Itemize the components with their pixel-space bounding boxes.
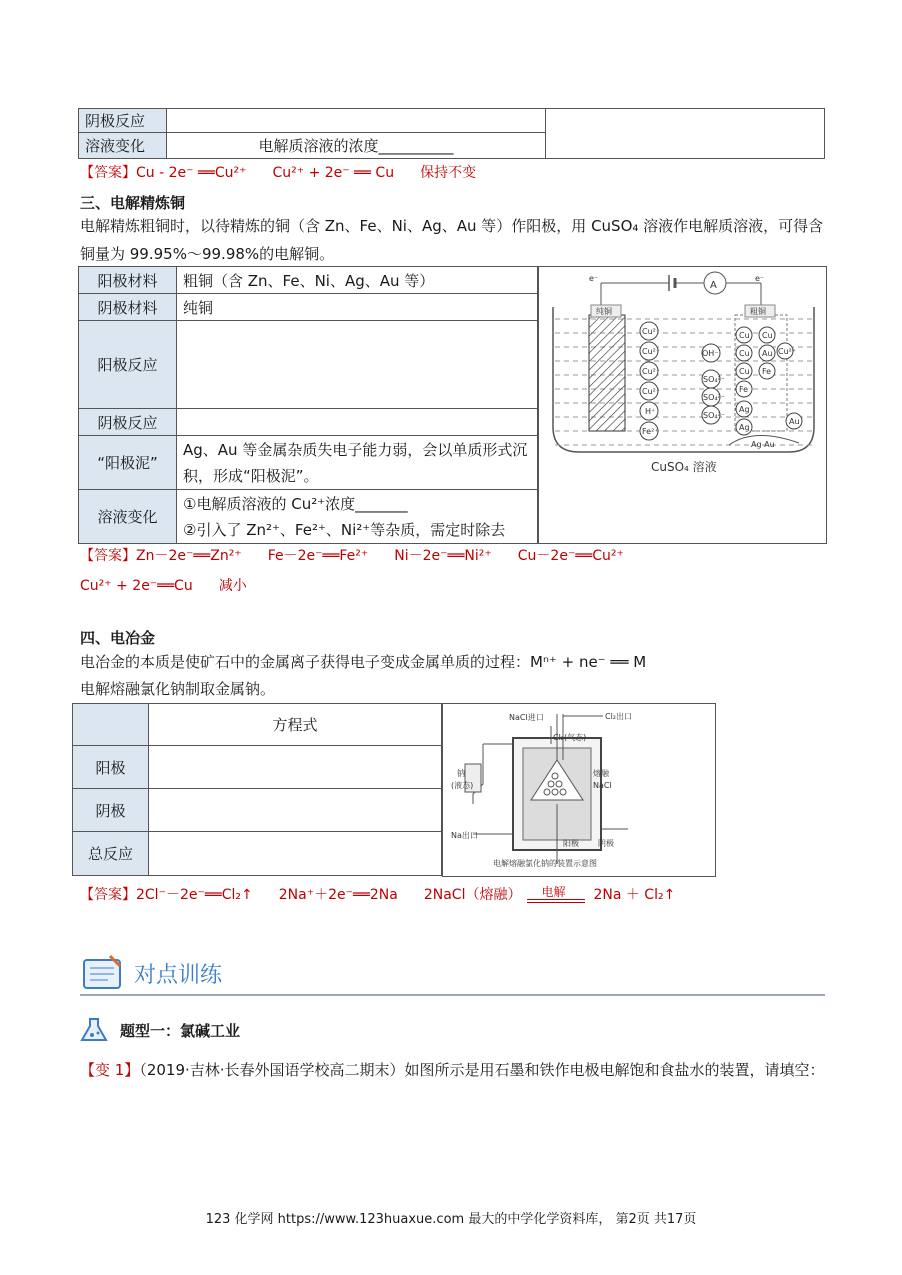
anode-row-label: 阳极 (73, 746, 149, 789)
training-title: 对点训练 (134, 963, 223, 988)
cl2-gas-label: Cl₂(气态) (553, 733, 587, 742)
section-4-line-1: 电冶金的本质是使矿石中的金属离子获得电子变成金属单质的过程：Mⁿ⁺ + ne⁻ ══ M (80, 653, 647, 671)
sediment-label: Ag Au (751, 440, 775, 449)
electron-label-right: e⁻ (755, 274, 765, 283)
answer-3: 【答案】2Cl⁻－2e⁻══Cl₂↑ 2Na⁺＋2e⁻══2Na 2NaCl（熔融） 电解 2Na ＋ Cl₂↑ (80, 885, 676, 903)
molten-label: 熔融 (593, 769, 609, 778)
svg-text:SO₄²⁻: SO₄²⁻ (703, 411, 726, 420)
svg-text:Cu²⁺: Cu²⁺ (642, 387, 661, 396)
svg-text:Cu²⁺: Cu²⁺ (642, 347, 661, 356)
anode-material-label: 阳极材料 (79, 267, 177, 294)
svg-text:SO₄²⁻: SO₄²⁻ (703, 393, 726, 402)
cathode-material-cell: 纯铜 (177, 294, 538, 321)
electrolysis-label: 电解 (541, 885, 566, 899)
svg-text:OH⁻: OH⁻ (702, 349, 719, 358)
cathode-row-cell (149, 789, 442, 832)
solution-change-cell: 电解质溶液的浓度__________ (167, 133, 546, 159)
anode-mud-cell: Ag、Au 等金属杂质失电子能力弱，会以单质形式沉积，形成“阳极泥”。 (177, 436, 538, 490)
svg-text:Ag: Ag (739, 405, 750, 414)
training-header (80, 952, 825, 996)
question-tag: 【变 1】 (80, 1061, 140, 1079)
cathode-reaction-cell (177, 409, 538, 436)
ions-left (640, 322, 660, 440)
electron-label-left: e⁻ (589, 274, 599, 283)
svg-text:Cu: Cu (739, 367, 750, 376)
electrode-left-label: 纯铜 (596, 307, 612, 316)
ammeter-label: A (710, 280, 717, 291)
svg-text:Fe: Fe (762, 367, 772, 376)
cl2-outlet-label: Cl₂出口 (605, 712, 633, 721)
liquid-label: (液态) (451, 781, 474, 790)
svg-text:Cu²⁺: Cu²⁺ (642, 367, 661, 376)
cathode-row-label: 阴极 (73, 789, 149, 832)
svg-text:Cu²⁺: Cu²⁺ (642, 327, 661, 336)
cathode-label: 阴极 (598, 839, 614, 848)
solution-change-cell-2 (177, 490, 538, 544)
svg-text:H⁺: H⁺ (645, 407, 656, 416)
svg-text:Cu²⁺: Cu²⁺ (778, 347, 797, 356)
svg-text:Cu: Cu (739, 349, 750, 358)
sodium-cell-diagram (443, 704, 715, 876)
cathode-material-label: 阴极材料 (79, 294, 177, 321)
sodium-figure (442, 703, 716, 877)
notebook-icon (80, 952, 126, 992)
anode-mud-label: “阳极泥” (79, 436, 177, 490)
svg-text:Fe: Fe (739, 385, 749, 394)
cathode-reaction-cell (167, 109, 546, 133)
total-row-label: 总反应 (73, 832, 149, 876)
svg-text:Cu: Cu (739, 331, 750, 340)
figure-cell (546, 109, 825, 159)
refining-table (78, 266, 538, 544)
anode-reaction-cell (177, 321, 538, 409)
solution-change-line-1: ①电解质溶液的 Cu²⁺浓度_______ (183, 494, 408, 513)
solution-caption: CuSO₄ 溶液 (651, 460, 717, 474)
svg-text:Ag: Ag (739, 423, 750, 432)
type-1-title: 题型一：氯碱工业 (120, 1022, 241, 1040)
nacl-label: NaCl (593, 781, 612, 790)
question-text: （2019·吉林·长春外国语学校高二期末）如图所示是用石墨和铁作电极电解饱和食盐水的装置，请填空： (139, 1061, 825, 1079)
metallurgy-table (72, 703, 442, 876)
cathode-reaction-label: 阴极反应 (79, 409, 177, 436)
answer-1: 【答案】Cu - 2e⁻ ══Cu²⁺ Cu²⁺ + 2e⁻ ══ Cu 保持不变 (80, 165, 477, 181)
footer: 123 化学网 https://www.123huaxue.com 最大的中学化学资料库， 第2页 共17页 (205, 1212, 697, 1227)
cathode-reaction-label: 阴极反应 (79, 109, 167, 133)
solution-change-line-2: ②引入了 Zn²⁺、Fe²⁺、Ni²⁺等杂质，需定时除去 (183, 520, 506, 539)
refining-figure (538, 266, 827, 544)
top-table (78, 108, 825, 159)
svg-text:Au: Au (789, 417, 800, 426)
na-outlet-label: Na出口 (451, 831, 478, 840)
solution-change-label-2: 溶液变化 (79, 490, 177, 544)
svg-text:Fe²⁺: Fe²⁺ (642, 427, 659, 436)
electrolytic-cell-diagram (539, 267, 826, 543)
answer-2-line-2: Cu²⁺ + 2e⁻══Cu 减小 (80, 578, 247, 594)
header-empty (73, 704, 149, 746)
question-1 (80, 1056, 825, 1084)
ions-middle (702, 344, 725, 424)
answer-2: 【答案】Zn－2e⁻══Zn²⁺ Fe－2e⁻══Fe²⁺ Ni－2e⁻══Ni²⁺ Cu－2e⁻══Cu²⁺ (80, 548, 624, 564)
anode-material-cell: 粗铜（含 Zn、Fe、Ni、Ag、Au 等） (177, 267, 538, 294)
electrode-right-label: 粗铜 (750, 307, 766, 316)
ions-right (736, 327, 802, 435)
svg-text:Cu: Cu (762, 331, 773, 340)
section-3-title: 三、电解精炼铜 (80, 194, 186, 212)
section-3-intro: 电解精炼粗铜时，以待精炼的铜（含 Zn、Fe、Ni、Ag、Au 等）作阳极，用 CuSO₄ 溶液作电解质溶液，可得含铜量为 99.95%～99.98%的电解铜。 (80, 217, 824, 263)
sodium-label: 钠 (457, 769, 465, 778)
anode-label: 阳极 (563, 839, 579, 848)
anode-row-cell (149, 746, 442, 789)
section-4-title: 四、电冶金 (80, 629, 156, 647)
solution-change-label: 溶液变化 (79, 133, 167, 159)
anode-reaction-label: 阳极反应 (79, 321, 177, 409)
svg-text:SO₄²⁻: SO₄²⁻ (703, 375, 726, 384)
svg-text:Au: Au (762, 349, 773, 358)
equation-header: 方程式 (149, 704, 442, 746)
total-row-cell (149, 832, 442, 876)
flask-icon (80, 1016, 110, 1044)
nacl-inlet-label: NaCl进口 (509, 713, 544, 722)
sodium-figure-caption: 电解熔融氯化钠的装置示意图 (493, 859, 597, 868)
section-4-line-2: 电解熔融氯化钠制取金属钠。 (80, 680, 276, 698)
